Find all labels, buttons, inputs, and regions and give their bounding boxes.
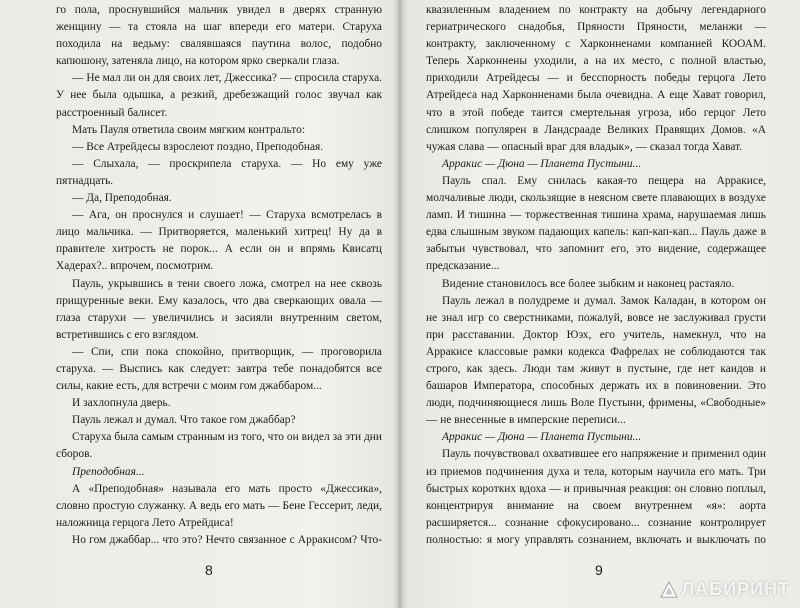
paragraph: Пауль лежал в полудреме и думал. Замок Каладан, в котором он не знал игр со сверстниками, пожалуй, вовсе не заслуживал грусти при расставании. Доктор Юэх, его учитель, намекнул, что на Арракисе классовые рамки кодекса Фафрелах не соблюдаются так строго, как здесь. Люди там живут в пустыне, где нет каидов и башаров Императора, способных держать их в повиновении. Это люди, подчиняющиеся лишь Воле Пустыни, фримены, «Свободные» — не внесенные в имперские переписи... <box>426 294 766 427</box>
right-page <box>400 0 800 608</box>
paragraph: А «Преподобная» называла его мать просто «Джессика», словно простую служанку. А ведь его мать — Бене Гессерит, леди, наложница герцога Лето Атрейдиса! <box>56 482 382 529</box>
paragraph: — Все Атрейдесы взрослеют поздно, Преподобная. <box>72 140 324 153</box>
paragraph: Пауль, укрывшись в тени своего ложа, смотрел на нее сквозь прищуренные веки. Ему казалось, что два сверкающих овала — глаза старухи — увеличились и засияли внутренним светом, встретившись с его взглядом. <box>56 277 382 341</box>
paragraph: Арракис — Дюна — Планета Пустыни... <box>442 157 642 170</box>
left-page-text <box>56 2 382 547</box>
paragraph: Пауль почувствовал охватившее его напряжение и применил один из приемов подчинения духа и тела, которым научила его мать. Три быстрых коротких вдоха — и привычная реакция: он словно поплыл, концентрируя внимание на своем внутреннем «я»: аорта расширяется... сознание сфокусировано... сознание контролирует полностью: я могу управлять сознанием, включать и выключать по <box>426 448 766 546</box>
labirint-logo-icon <box>660 581 678 599</box>
paragraph: Пауль лежал и думал. Что такое гом джаббар? <box>72 414 296 427</box>
paragraph: Мать Пауля ответила своим мягким контральто: <box>72 123 305 136</box>
paragraph: — Да, Преподобная. <box>72 192 172 205</box>
paragraph: — Ага, он проснулся и слушает! — Старуха всмотрелась в лицо мальчика. — Притворяется, маленький хитрец! Ну да в правителе хитрость не порок... А если он и впрямь Квисатц Хадерах?.. впрочем, посмотрим. <box>56 209 382 273</box>
paragraph: — Не мал ли он для своих лет, Джессика? — спросила старуха. У нее была одышка, а резкий, дребезжащий голос звучал как расстроенный балисет. <box>56 72 382 119</box>
watermark-text: ЛАБИРИНТ <box>681 579 790 599</box>
paragraph: квазиленным владением по контракту на добычу легендарного гериатрического снадобья, Пряности Пряности, меланжи — контракту, заключенному с Харконненами компанией КООАМ. Теперь Харконнены уходили, а на их место, с полной властью, приходили Атрейдесы — и бесспорность победы герцога Лето Атрейдеса над Харконненами была очевидна. А еще Хават говорил, что в этой победе таится смертельная угроза, ибо герцог Лето слишком популярен в Ландсрааде Великих Правящих Домов. «А чужая слава — опасный враг для владык», — сказал тогда Хават. <box>426 4 766 153</box>
paragraph: Преподобная... <box>72 465 145 478</box>
paragraph: Арракис — Дюна — Планета Пустыни... <box>442 431 642 444</box>
paragraph: Старуха была самым странным из того, что он видел за эти дни сборов. <box>56 431 382 461</box>
paragraph: Пауль спал. Ему снилась какая-то пещера на Арракисе, молчаливые люди, скользящие в неясном свете плавающих в воздухе ламп. И тишина — торжественная тишина храма, нарушаемая лишь едва слышным звуком падающих капель: кап-кап-кап... Пауль даже в забытьи чувствовал, что запомнит его, это видение, содержащее предсказание... <box>426 174 766 273</box>
watermark <box>660 579 790 600</box>
paragraph: Но гом джаббар... что это? Нечто связанное с Арракисом? Что- <box>72 533 382 546</box>
paragraph: Видение становилось все более зыбким и наконец растаяло. <box>442 277 735 290</box>
right-page-number: 9 <box>595 562 603 578</box>
paragraph: — Слыхала, — проскрипела старуха. — Но ему уже пятнадцать. <box>56 157 382 187</box>
paragraph: го пола, проснувшийся мальчик увидел в дверях странную женщину — та стояла на шаг впереди его матери. Старуха походила на ведьму: свалявшаяся паутина волос, подобно капюшону, затеняла лицо, на котором ярко сверкали глаза. <box>56 4 382 68</box>
left-page-number: 8 <box>205 562 213 578</box>
paragraph: — Спи, спи пока спокойно, притворщик, — проговорила старуха. — Выспись как следует: завтра тебе понадобятся все силы, какие есть, для встречи с моим гом джаббаром... <box>56 345 382 393</box>
paragraph: И захлопнула дверь. <box>72 397 171 410</box>
right-page-text <box>426 2 766 547</box>
